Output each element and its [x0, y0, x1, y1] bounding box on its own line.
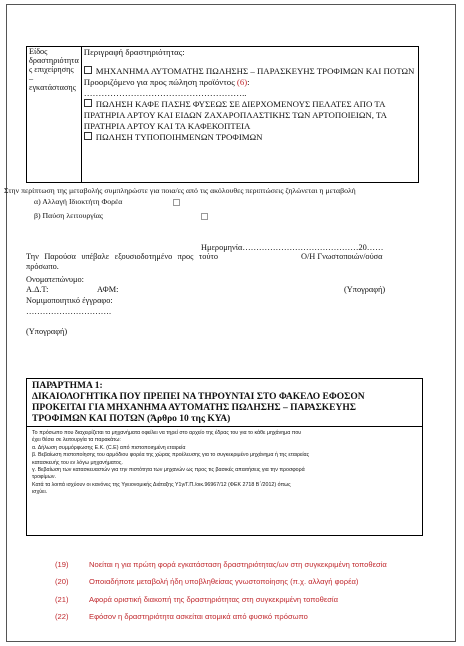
- packaged-food-option[interactable]: ΠΩΛΗΣΗ ΤΥΠΟΠΟΙΗΜΕΝΩΝ ΤΡΟΦΙΜΩΝ: [84, 132, 416, 143]
- legal-document-label: Νομιμοποιητικό έγγραφο:: [26, 296, 113, 305]
- vending-machine-option[interactable]: ΜΗΧΑΝΗΜΑ ΑΥΤΟΜΑΤΗΣ ΠΩΛΗΣΗΣ – ΠΑΡΑΣΚΕΥΗΣ ΤΡΟΦΙΜΩΝ ΚΑΙ ΠΟΤΩΝ: [84, 66, 416, 77]
- footnote-ref: (6): [236, 77, 248, 87]
- id-label: Α.Δ.Τ:: [26, 285, 49, 294]
- coffee-sale-option[interactable]: ΠΩΛΗΣΗ ΚΑΦΕ ΠΑΣΗΣ ΦΥΣΕΩΣ ΣΕ ΔΙΕΡΧΟΜΕΝΟΥΣ ΠΕΛΑΤΕΣ ΑΠΟ ΤΑ ΠΡΑΤΗΡΙΑ ΑΡΤΟΥ ΚΑΙ ΕΙΔΩΝ ΖΑΧΑΡΟΠΛΑΣΤΙΚΗΣ ΤΩΝ ΑΡΤΟΠΟΙΕΙΩΝ, ΤΑ ΠΡΑΤΗΡΙΑ ΑΡΤΟΥ ΚΑΙ ΤΑ ΚΑΦΕΚΟΠΤΕΙΑ: [83, 99, 387, 131]
- name-label: Ονοματεπώνυμο:: [26, 275, 84, 284]
- annex-box: [26, 378, 423, 536]
- checkbox-icon[interactable]: [84, 99, 92, 107]
- checkbox-icon[interactable]: [84, 132, 92, 140]
- activity-description-cell: [81, 47, 418, 183]
- declarant-signature: (Υπογραφή): [344, 285, 386, 294]
- checkbox-icon[interactable]: [201, 213, 208, 220]
- declarant-label: Ο/Η Γνωστοποιών/ούσα: [301, 252, 383, 261]
- change-option-suspension: β) Παύση λειτουργίας: [34, 211, 103, 220]
- change-option-owner: α) Αλλαγή Ιδιοκτήτη Φορέα: [34, 197, 123, 206]
- intended-products-line: Προοριζόμενο για προς πώληση προϊόντος (6):: [83, 77, 250, 87]
- checkbox-icon[interactable]: [173, 199, 180, 206]
- annex-body: Το πρόσωπο που διαχειρίζεται τα μηχανήματα οφείλει να τηρεί στο αρχείο της έδρας του για το κάθε μηχάνημα που έχει θέσει σε λειτουργία τα παρακάτω: α. Δήλωση συμμόρφωσης Ε.Κ. (C.E) από πιστοποιημένη εταιρεία β. Βεβαίωση πιστοποίησης του αρμόδιου φορέα της χώρας προέλευσης για το συγκεκριμένο μηχάνημα ή της εταιρείας κατασκευής του εν λόγω μηχανήματος. γ. Βεβαίωση των κατασκευαστών για την πιστότητα των μηχανών ως προς τις βασικές απαιτήσεις για την προσφορά τροφίμων. Κατά τα λοιπά ισχύουν οι κανόνες της Υγειονομικής Διάταξης Υ1γ/Γ.Π./οικ.96967/12 (ΦΕΚ 2718 Β΄/2012) όπως ισχύει.: [32, 430, 310, 496]
- authorized-signature: (Υπογραφή): [26, 327, 68, 336]
- change-instruction: Στην περίπτωση της μεταβολής συμπληρώστε για ποια/ες από τις ακόλουθες περιπτώσεις ζηλώνεται η μεταβολή: [4, 186, 356, 195]
- dotted-line: ………………………………………………..: [83, 88, 247, 98]
- footnote-20: (20) Οποιαδήποτε μεταβολή ήδη υποβληθείσας γνωστοποίησης (π.χ. αλλαγή φορέα): [55, 577, 359, 586]
- tax-id-label: ΑΦΜ:: [97, 285, 119, 294]
- description-label: Περιγραφή δραστηριότητας:: [83, 47, 185, 57]
- footnote-22: (22) Εφόσον η δραστηριότητα ασκείται ατομικά από φυσικό πρόσωπο: [55, 612, 308, 621]
- date-line: Ημερομηνία……………………………………20……: [201, 243, 384, 252]
- activity-type-table: [26, 46, 419, 183]
- activity-type-header: Είδος δραστηριότητα ς επιχείρησης – εγκατάστασης: [27, 47, 82, 183]
- authorized-person-note: Την Παρούσα υπέβαλε εξουσιοδοτημένο προς τούτο πρόσωπο.: [26, 252, 218, 271]
- footnote-21: (21) Αφορά οριστική διακοπή της δραστηριότητας στη συγκεκριμένη τοποθεσία: [55, 595, 338, 604]
- annex-title: ΠΑΡΑΡΤΗΜΑ 1: ΔΙΚΑΙΟΛΟΓΗΤΙΚΑ ΠΟΥ ΠΡΕΠΕΙ ΝΑ ΤΗΡΟΥΝΤΑΙ ΣΤΟ ΦΑΚΕΛΟ ΕΦΟΣΟΝ ΠΡΟΚΕΙΤΑΙ ΓΙΑ ΜΗΧΑΝΗΜΑ ΑΥΤΟΜΑΤΗΣ ΠΩΛΗΣΗΣ – ΠΑΡΑΣΚΕΥΗΣ ΤΡΟΦΙΜΩΝ ΚΑΙ ΠΟΤΩΝ (Άρθρο 10 της ΚΥΑ): [27, 379, 422, 427]
- checkbox-icon[interactable]: [84, 66, 92, 74]
- footnote-19: (19) Νοείται η για πρώτη φορά εγκατάσταση δραστηριότητας/ων στη συγκεκριμένη τοποθεσία: [55, 560, 387, 569]
- legal-document-dots: ………………………….: [26, 307, 112, 316]
